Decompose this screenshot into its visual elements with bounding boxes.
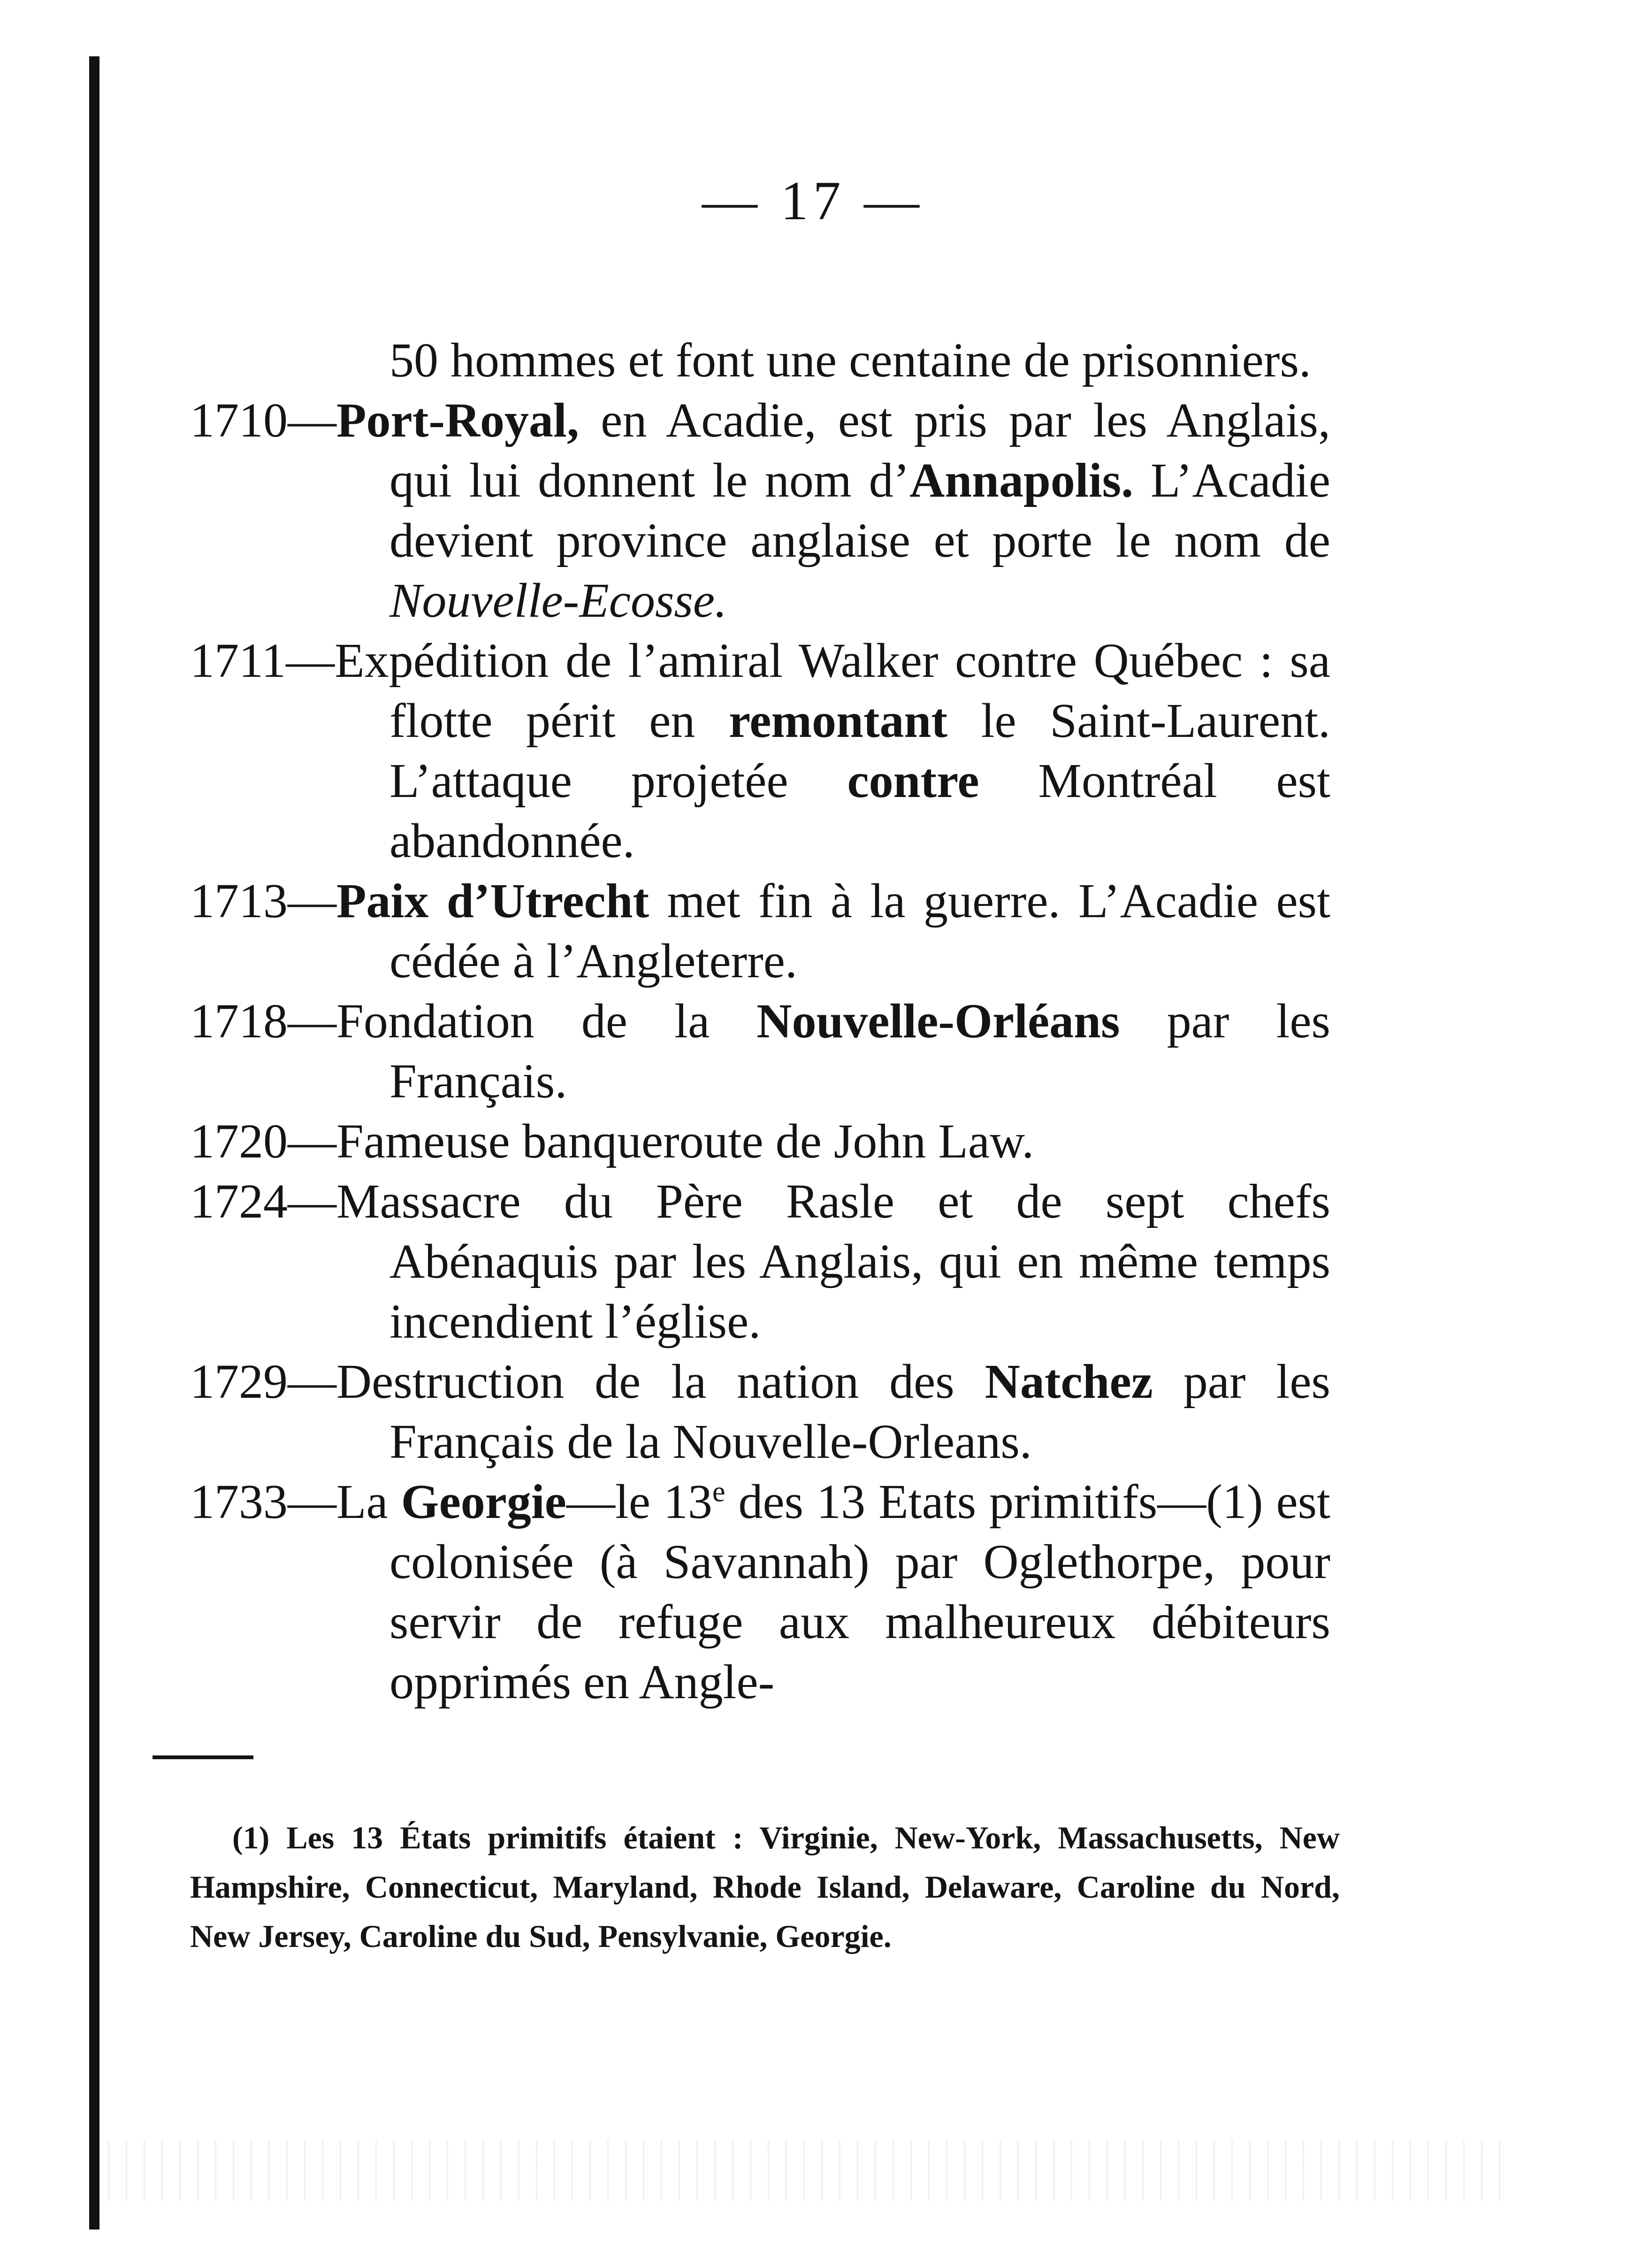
entry-year: 1718— bbox=[190, 994, 336, 1048]
entry-bold-text: Nouvelle-Orléans bbox=[756, 994, 1120, 1048]
entry-bold-text: contre bbox=[847, 754, 979, 808]
footnote: (1) Les 13 États primitifs étaient : Virginie, New-York, Massachusetts, New Hampshire, Connecticut, Maryland, Rhode Island, Delaware, Caroline du Nord, New Jersey, Caroline du Sud, Pensylvanie, Georgie. bbox=[190, 1820, 1340, 1954]
entry-superscript: e bbox=[712, 1476, 725, 1508]
chronology-entry bbox=[190, 871, 1330, 991]
entry-text: Montréal est abandonnée. bbox=[389, 754, 1330, 868]
entry-text: Expédition de l’amiral Walker contre Québec : sa flotte périt en bbox=[335, 634, 1330, 748]
entry-text: La bbox=[336, 1475, 401, 1529]
entry-bold-text: Natchez bbox=[985, 1355, 1153, 1409]
entry-bold-text: Port-Royal, bbox=[336, 393, 579, 447]
entry-text: par les Français. bbox=[389, 994, 1330, 1108]
entry-text: en Acadie, est pris par les Anglais, qui lui donnent le nom d’ bbox=[389, 393, 1330, 507]
entry-year: 1733— bbox=[190, 1475, 336, 1529]
entry-year: 1711— bbox=[190, 634, 335, 688]
chronology-entry bbox=[190, 1472, 1330, 1712]
entry-text: Fondation de la bbox=[336, 994, 757, 1048]
entry-year: 1724— bbox=[190, 1174, 336, 1228]
entry-text: le Saint-Laurent. L’attaque projetée bbox=[389, 694, 1330, 808]
footnote-rule bbox=[153, 1755, 253, 1759]
entry-bold-text: Georgie bbox=[401, 1475, 566, 1529]
entry-bold-text: remontant bbox=[728, 694, 947, 748]
entry-bold-text: Paix d’Utrecht bbox=[336, 874, 649, 928]
chronology-entry bbox=[190, 1111, 1330, 1172]
entry-year: 1710— bbox=[190, 393, 336, 447]
entry-text: par les Français de la Nouvelle-Orleans. bbox=[389, 1355, 1331, 1469]
entry-bold-text: Annapolis. bbox=[909, 453, 1134, 507]
entry-text: Massacre du Père Rasle et de sept chefs Abénaquis par les Anglais, qui en même temps incendient l’église. bbox=[336, 1174, 1330, 1349]
entry-text: —le 13 bbox=[566, 1475, 712, 1529]
entry-text: Destruction de la nation des bbox=[336, 1355, 985, 1409]
entry-year: 1729— bbox=[190, 1355, 336, 1409]
chronology-entry bbox=[190, 1352, 1330, 1472]
chronology-entry bbox=[190, 391, 1330, 631]
chronology-entry bbox=[190, 1172, 1330, 1352]
entry-text: Fameuse banqueroute de John Law. bbox=[336, 1114, 1034, 1168]
chronology-entry bbox=[190, 631, 1330, 871]
chronology-entries bbox=[190, 391, 1330, 1712]
entry-text: des 13 Etats primitifs—(1) est colonisée (à Savannah) par Oglethorpe, pour servir de refuge aux malheureux débiteurs opprimés en Angle- bbox=[389, 1475, 1331, 1709]
chronology-entry bbox=[190, 991, 1330, 1111]
entry-year: 1720— bbox=[190, 1114, 336, 1168]
page-binding-edge bbox=[89, 56, 99, 2230]
scan-specks bbox=[108, 2140, 1516, 2201]
main-text bbox=[190, 282, 1330, 1712]
entry-year: 1713— bbox=[190, 874, 336, 928]
entry-text: met fin à la guerre. L’Acadie est cédée à l’Angleterre. bbox=[389, 874, 1330, 988]
continuation-text: 50 hommes et font une centaine de prisonniers. bbox=[389, 333, 1311, 387]
entry-text: L’Acadie devient province anglaise et porte le nom de bbox=[389, 453, 1330, 567]
page-number: — 17 — bbox=[702, 170, 924, 231]
entry-italic-text: Nouvelle-Ecosse. bbox=[389, 574, 727, 628]
